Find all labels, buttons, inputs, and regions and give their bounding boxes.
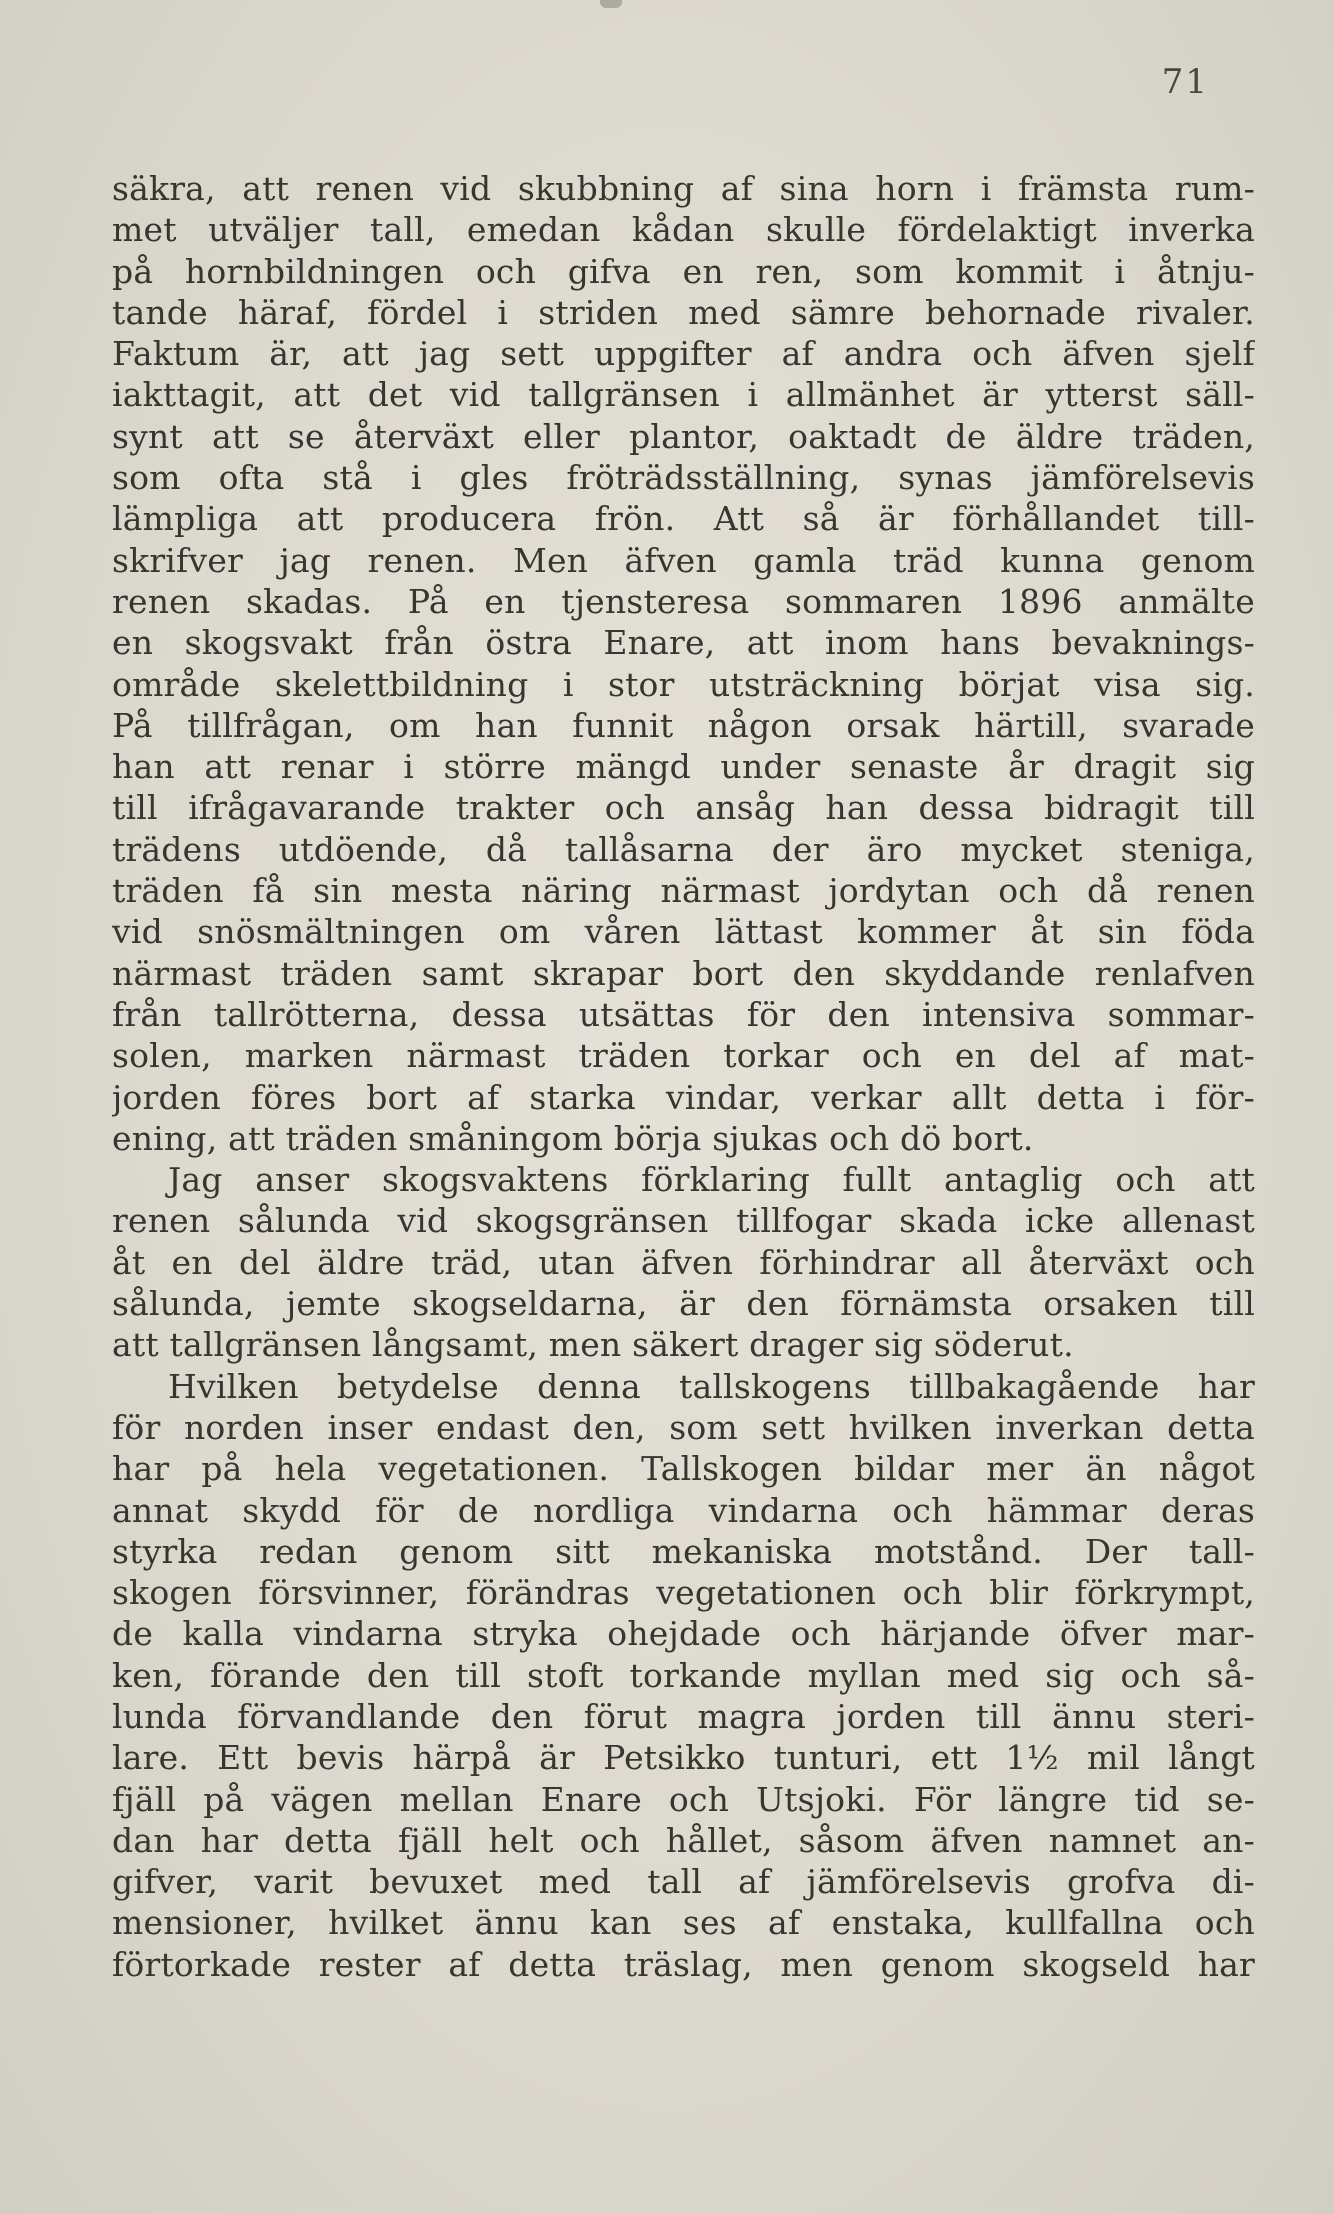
text-line: met utväljer tall, emedan kådan skulle fördelaktigt inverka (112, 210, 1255, 250)
text-line: renen sålunda vid skogsgränsen tillfogar skada icke allenast (112, 1201, 1255, 1241)
text-line: Faktum är, att jag sett uppgifter af andra och äfven sjelf (112, 334, 1255, 374)
text-line: åt en del äldre träd, utan äfven förhindrar all återväxt och (112, 1242, 1255, 1282)
text-line: att tallgränsen långsamt, men säkert drager sig söderut. (112, 1325, 1074, 1365)
text-line: ken, förande den till stoft torkande myllan med sig och så- (112, 1655, 1255, 1695)
text-line: skrifver jag renen. Men äfven gamla träd kunna genom (112, 540, 1255, 580)
text-line: har på hela vegetationen. Tallskogen bildar mer än något (112, 1449, 1255, 1489)
text-line: från tallrötterna, dessa utsättas för den intensiva sommar- (112, 994, 1255, 1034)
text-line: lämpliga att producera frön. Att så är förhållandet till- (112, 499, 1255, 539)
text-line: skogen försvinner, förändras vegetationen och blir förkrympt, (112, 1573, 1255, 1613)
text-line: styrka redan genom sitt mekaniska motstånd. Der tall- (112, 1531, 1255, 1571)
text-line: träden få sin mesta näring närmast jordytan och då renen (112, 871, 1255, 911)
text-line: på hornbildningen och gifva en ren, som kommit i åtnju- (112, 251, 1255, 291)
text-line: tande häraf, fördel i striden med sämre behornade rivaler. (112, 292, 1255, 332)
text-line: ening, att träden småningom börja sjukas och dö bort. (112, 1118, 1034, 1158)
text-line: vid snösmältningen om våren lättast kommer åt sin föda (112, 912, 1255, 952)
text-line: mensioner, hvilket ännu kan ses af enstaka, kullfallna och (112, 1903, 1255, 1943)
text-line: gifver, varit bevuxet med tall af jämförelsevis grofva di- (112, 1862, 1255, 1902)
text-line: lare. Ett bevis härpå är Petsikko tunturi, ett 1½ mil långt (112, 1738, 1255, 1778)
text-line: dan har detta fjäll helt och hållet, såsom äfven namnet an- (112, 1820, 1255, 1860)
text-line: På tillfrågan, om han funnit någon orsak härtill, svarade (112, 705, 1255, 745)
text-line: område skelettbildning i stor utsträckning börjat visa sig. (112, 664, 1255, 704)
text-line: säkra, att renen vid skubbning af sina horn i främsta rum- (112, 169, 1255, 208)
text-line: renen skadas. På en tjensteresa sommaren 1896 anmälte (112, 581, 1255, 621)
text-line: lunda förvandlande den förut magra jorden till ännu steri- (112, 1696, 1255, 1736)
text-line: till ifrågavarande trakter och ansåg han dessa bidragit till (112, 788, 1255, 828)
text-line: jorden föres bort af starka vindar, verkar allt detta i för- (112, 1077, 1255, 1117)
text-line: Jag anser skogsvaktens förklaring fullt antaglig och att (168, 1160, 1255, 1200)
page-number: 71 (1161, 62, 1209, 102)
text-line: Hvilken betydelse denna tallskogens tillbakagående har (168, 1366, 1255, 1406)
text-line: sålunda, jemte skogseldarna, är den förnämsta orsaken till (112, 1284, 1255, 1324)
text-line: de kalla vindarna stryka ohejdade och härjande öfver mar- (112, 1614, 1255, 1654)
text-line: iakttagit, att det vid tallgränsen i allmänhet är ytterst säll- (112, 375, 1255, 415)
text-line: som ofta stå i gles fröträdsställning, synas jämförelsevis (112, 458, 1255, 498)
text-line: en skogsvakt från östra Enare, att inom hans bevaknings- (112, 623, 1255, 663)
text-line: han att renar i större mängd under senaste år dragit sig (112, 747, 1255, 787)
binding-mark (600, 0, 622, 8)
text-line: fjäll på vägen mellan Enare och Utsjoki. För längre tid se- (112, 1779, 1255, 1819)
text-line: trädens utdöende, då tallåsarna der äro mycket steniga, (112, 829, 1255, 869)
text-line: solen, marken närmast träden torkar och en del af mat- (112, 1036, 1255, 1076)
text-line: för norden inser endast den, som sett hvilken inverkan detta (112, 1407, 1255, 1447)
text-line: närmast träden samt skrapar bort den skyddande renlafven (112, 953, 1255, 993)
body-text (112, 168, 1255, 1985)
text-line: förtorkade rester af detta träslag, men genom skogseld har (112, 1944, 1255, 1984)
text-line: synt att se återväxt eller plantor, oaktadt de äldre träden, (112, 416, 1255, 456)
text-line: annat skydd för de nordliga vindarna och hämmar deras (112, 1490, 1255, 1530)
